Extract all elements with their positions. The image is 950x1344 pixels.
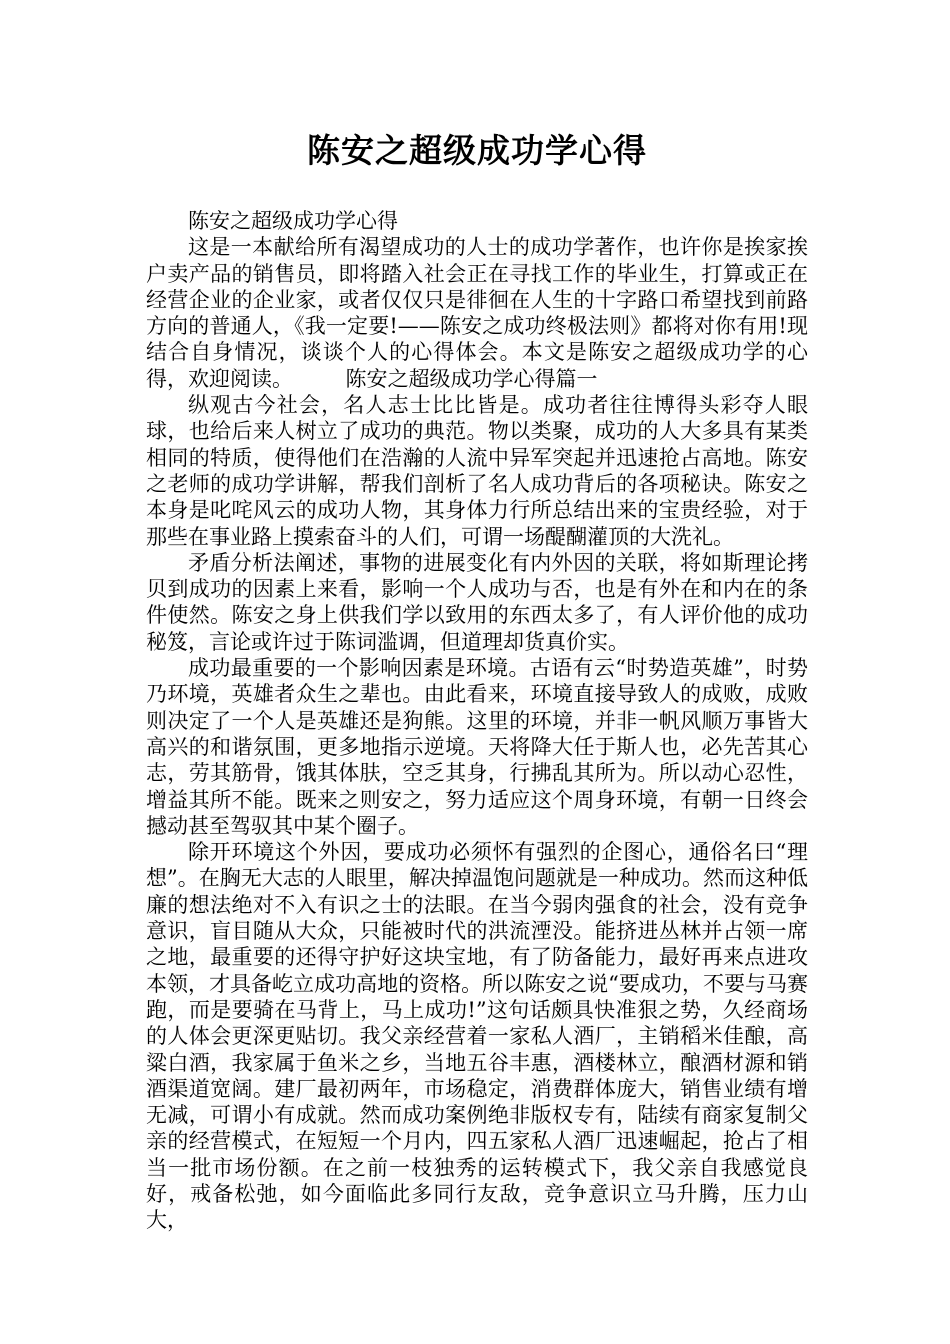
section-heading: 陈安之超级成功学心得篇一 — [345, 366, 598, 391]
document-page — [146, 128, 808, 1234]
intro-text: 这是一本献给所有渴望成功的人士的成功学著作，也许你是挨家挨户卖产品的销售员，即将踏入社会正在寻找工作的毕业生，打算或正在经营企业的企业家，或者仅仅只是徘徊在人生的十字路口希望找到前路方向的普通人，《我一定要!——陈安之成功终极法则》都将对你有用!现结合自身情况，谈谈个人的心得体会。本文是陈安之超级成功学的心得，欢迎阅读。 — [146, 235, 808, 391]
paragraph-2: 矛盾分析法阐述，事物的进展变化有内外因的关联，将如斯理论拷贝到成功的因素上来看，影响一个人成功与否，也是有外在和内在的条件使然。陈安之身上供我们学以致用的东西太多了，有人评价他的成功秘笈，言论或许过于陈词滥调，但道理却货真价实。 — [146, 550, 808, 654]
document-title: 陈安之超级成功学心得 — [307, 131, 647, 170]
intro-paragraph — [146, 234, 808, 392]
paragraph-3: 成功最重要的一个影响因素是环境。古语有云“时势造英雄”，时势乃环境，英雄者众生之辈也。由此看来，环境直接导致人的成败，成败则决定了一个人是英雄还是狗熊。这里的环境，并非一帆风顺万事皆大高兴的和谐氛围，更多地指示逆境。天将降大任于斯人也，必先苦其心志，劳其筋骨，饿其体肤，空乏其身，行拂乱其所为。所以动心忍性，增益其所不能。既来之则安之，努力适应这个周身环境，有朝一日终会撼动甚至驾驭其中某个圈子。 — [146, 656, 808, 838]
document-body — [146, 208, 808, 1234]
paragraph-1: 纵观古今社会，名人志士比比皆是。成功者往往博得头彩夺人眼球，也给后来人树立了成功的典范。物以类聚，成功的人大多具有某类相同的特质，使得他们在浩瀚的人流中异军突起并迅速抢占高地。陈安之老师的成功学讲解，帮我们剖析了名人成功背后的各项秘诀。陈安之本身是叱咤风云的成功人物，其身体力行所总结出来的宝贵经验，对于那些在事业路上摸索奋斗的人们，可谓一场醍醐灌顶的大洗礼。 — [146, 393, 808, 549]
subtitle-line: 陈安之超级成功学心得 — [188, 209, 398, 233]
paragraph-4: 除开环境这个外因，要成功必须怀有强烈的企图心，通俗名曰“理想”。在胸无大志的人眼里，解决掉温饱问题就是一种成功。然而这种低廉的想法绝对不入有识之士的法眼。在当今弱肉强食的社会，没有竞争意识，盲目随从大众，只能被时代的洪流湮没。能挤进丛林并占领一席之地，最重要的还得守护好这块宝地，有了防备能力，最好再来点进攻本领，才具备屹立成功高地的资格。所以陈安之说“要成功，不要与马赛跑，而是要骑在马背上，马上成功!”这句话颇具快准狠之势，久经商场的人体会更深更贴切。我父亲经营着一家私人酒厂，主销稻米佳酿，高粱白酒，我家属于鱼米之乡，当地五谷丰惠，酒楼林立，酿酒材源和销酒渠道宽阔。建厂最初两年，市场稳定，消费群体庞大，销售业绩有增无减，可谓小有成就。然而成功案例绝非版权专有，陆续有商家复制父亲的经营模式，在短短一个月内，四五家私人酒厂迅速崛起，抢占了相当一批市场份额。在之前一枝独秀的运转模式下，我父亲自我感觉良好，戒备松弛，如今面临此多同行友敌，竞争意识立马升腾，压力山大， — [146, 840, 808, 1233]
